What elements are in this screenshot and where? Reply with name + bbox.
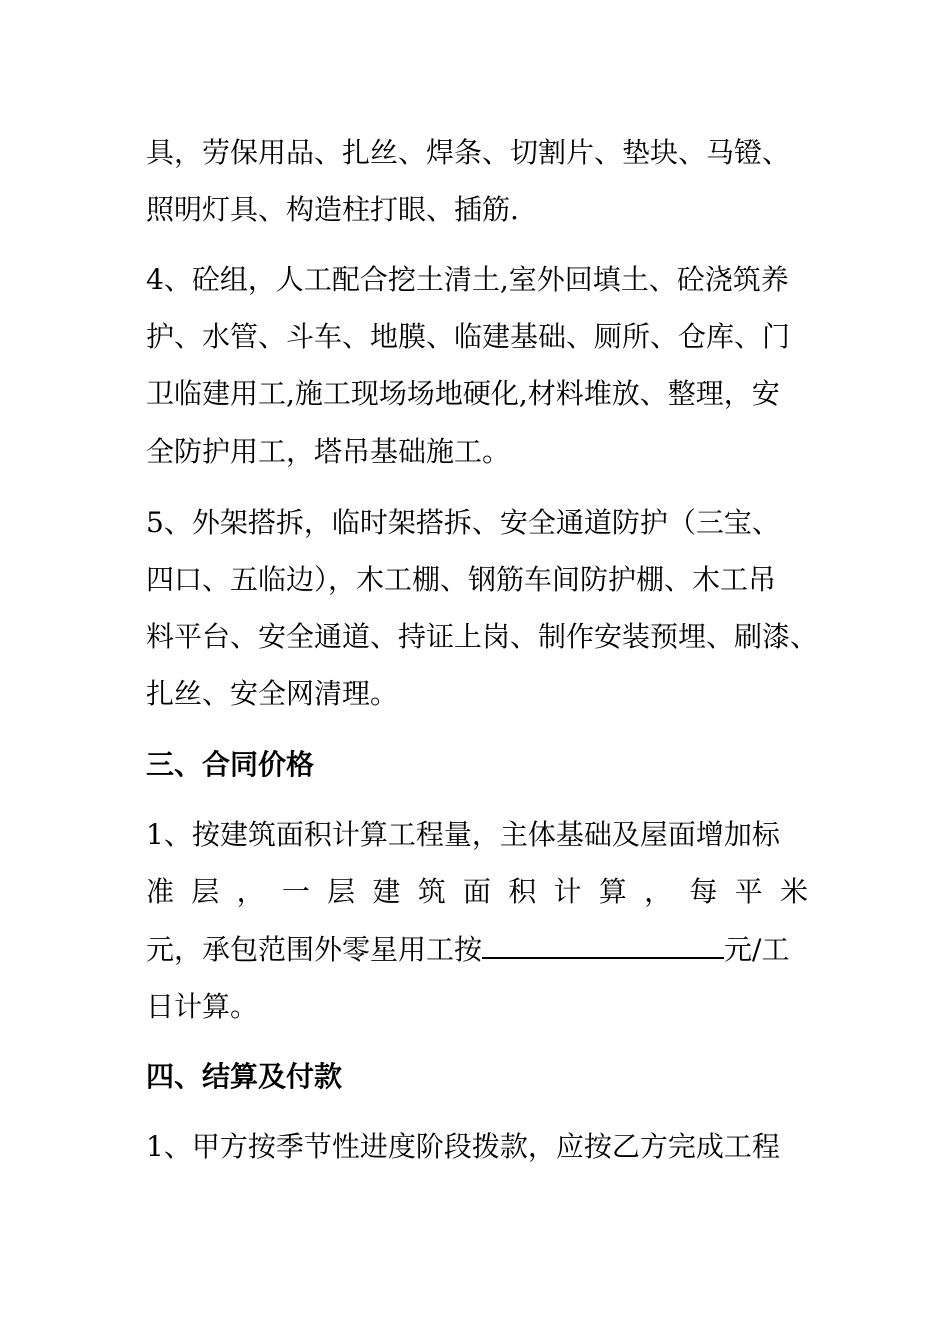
text-line: [146, 929, 789, 969]
text-segment: 元/工: [724, 933, 790, 966]
char: 每: [689, 875, 718, 908]
text-line: 扎丝、安全网清理。: [146, 677, 399, 710]
text-line: 卫临建用工,施工现场场地硬化,材料堆放、整理，安: [146, 377, 780, 410]
section-heading: 四、结算及付款: [146, 1060, 343, 1093]
text-line: 具，劳保用品、扎丝、焊条、切割片、垫块、马镫、: [146, 136, 791, 169]
section-heading: 三、合同价格: [146, 748, 315, 781]
char: 平: [734, 875, 763, 908]
text-segment: 元，承包范围外零星用工按: [146, 933, 483, 966]
char: 米: [779, 875, 808, 908]
char: 筑: [417, 875, 446, 908]
text-line: 护、水管、斗车、地膜、临建基础、厕所、仓库、门: [146, 320, 791, 353]
spaced-text-line: [146, 872, 808, 912]
text-line: 全防护用工，塔吊基础施工。: [146, 435, 511, 468]
char: 一: [281, 875, 310, 908]
char: 建: [372, 875, 401, 908]
text-line: 四口、五临边），木工棚、钢筋车间防护棚、木工吊: [146, 563, 777, 596]
text-line: 1、甲方按季节性进度阶段拨款，应按乙方完成工程: [146, 1130, 780, 1163]
text-line: 日计算。: [146, 990, 259, 1023]
char: ，: [644, 875, 673, 908]
text-line: 5、外架搭拆，临时架搭拆、安全通道防护（三宝、: [146, 506, 780, 539]
char: 算: [598, 875, 627, 908]
char: 积: [508, 875, 537, 908]
fill-in-blank[interactable]: [482, 929, 724, 959]
char: ，: [236, 875, 265, 908]
char: 层: [327, 875, 356, 908]
char: 计: [553, 875, 582, 908]
char: 面: [462, 875, 491, 908]
text-line: 照明灯具、构造柱打眼、插筋.: [146, 193, 519, 226]
text-line: 1、按建筑面积计算工程量，主体基础及屋面增加标: [146, 818, 780, 851]
text-line: 料平台、安全通道、持证上岗、制作安装预埋、刷漆、: [146, 620, 819, 653]
char: 层: [191, 875, 220, 908]
text-line: 4、砼组，人工配合挖土清土,室外回填土、砼浇筑养: [146, 263, 789, 296]
char: 准: [146, 875, 175, 908]
